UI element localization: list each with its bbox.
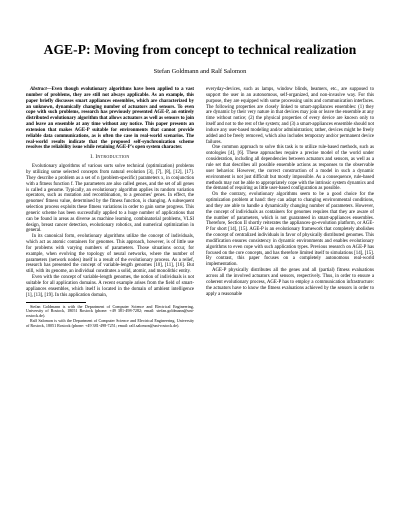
abstract-label: Abstract (30, 87, 47, 92)
footnote-divider (26, 302, 86, 303)
footnote-author-2: Ralf Salomon is with the Department of Computer Science and Electrical Engineering, University of Rostock, 18051 Rostock (phone: +49 381-498-7251; email: ralf.salomon@uni-rostock.de). (26, 318, 194, 329)
body-paragraph: One common approach to solve this task is to utilize rule-based methods, such as ontologies [4], [6]. These approaches require a precise model of the world under consideration, including all dependencies between actuators and sensors, as well as a rule set that describes all possible ensemble actions as responses to the observable user behavior. However, the correct construction of a model in such a dynamic environment is not just difficult but mostly impossible. As a consequence, rule-based methods may not be able to appropriately cope with the intrinsic system dynamics and the demand of requiring as little user-based configuration as possible. (206, 145, 374, 192)
paper-title: AGE-P: Moving from concept to technical realization (43, 42, 357, 57)
abstract-text: —Even though evolutionary algorithms have been applied to a vast number of problems, they are still not always applicable. As an example, this paper briefly discusses smart appliances ensembles, which are characterized by an unknown, dynamically changing number of actuators and sensors. To even cope with such problems, research has previously presented AGE-P, an entirely distributed evolutionary algorithm that allows actuators as well as sensors to join and leave an ensemble at any time without any notice. This paper presents an extension that makes AGE-P suitable for environments that cannot provide reliable data communications, as is often the case in real-world scenarios. The real-world results indicate that the proposed self-synchronization scheme resolves the reliability issue while retaining AGE-P's open system character. (26, 87, 194, 151)
body-paragraph: AGE-P physically distributes all the genes and all (partial) fitness evaluations across all the involved actuators and sensors, respectively. Thus, in order to ensure a coherent evolutionary process, AGE-P has to employ a communication infrastructure: the actuators have to know the fitness evaluations achieved by the sensors in order to apply a reasonable (206, 268, 374, 297)
paper-authors: Stefan Goldmann and Ralf Salomon (153, 68, 247, 75)
intro-paragraph: In its canonical form, evolutionary algorithms utilize the concept of individuals, which act as atomic containers for genomes. This approach, however, is of little use for problems with varying numbers of parameters. Those situations occur, for example, when evolving the topology of neural networks, where the number of parameters (network nodes) itself is a result of the evolutionary process. As a relief, research has presented the concept of variable-length genomes [10], [11], [16]. But still, with its genome, an individual constitutes a solid, atomic, and monolithic entity. (26, 234, 194, 275)
body-paragraph: everyday-devices, such as lamps, window blinds, beamers, etc., are supposed to support the user in an autonomous, self-organized, and non-invasive way. For this purpose, they are equipped with some processing units and communication interfaces. The following properties are closely linked to smart-appliances ensembles: (1) they are dynamic by their very nature in that devices may join or leave the ensemble at any time without notice; (2) the physical properties of every device are known only to itself and not to the rest of the system; and (3) a smart-appliances ensemble should not induce any user-based modeling and/or administration; rather, devices might be freely added and be freely removed, which also includes temporary and/or permanent device failures. (206, 87, 374, 145)
body-paragraph: On the contrary, evolutionary algorithms seem to be a good choice for the optimization problem at hand: they can adapt to changing environmental conditions, and they are able to handle a dynamically changing number of parameters. However, the concept of individuals as containers for genomes requires that they are aware of the number of parameters, which is not guaranteed in smart-appliances ensembles. Therefore, Section II shortly reiterates the appliances-go-evolution platform, or AGE-P for short [14], [15]. AGE-P is an evolutionary framework that completely abolishes the concept of centralized individuals in favor of physically distributed genomes. This modification ensures consistency in dynamic environments and enables evolutionary algorithms to even cope with such application types. Previous research on AGE-P has focused on the core concepts, and has therefore limited itself to simulations [14], [15]. By contrast, this paper focuses on a completely autonomous real-world implementation. (206, 192, 374, 268)
footnote-author-1: Stefan Goldmann is with the Department of Computer Science and Electrical Engineering, University of Rostock, 18051 Rostock (phone: +49 381-498-7282; email: stefan.goldmann@uni-rostock.de). (26, 303, 194, 319)
abstract (26, 87, 194, 151)
left-column (26, 87, 194, 329)
intro-paragraph: Evolutionary algorithms of various sorts solve technical (optimization) problems by utilizing some selected concepts from natural evolution [3], [7], [8], [12], [17]. They describe a problem as a set of n (problem-specific) parameters x, in conjunction with a fitness function f. The parameters are also called genes, and the set of all genes is called a genome. Typically, an evolutionary algorithm applies its random variation operators, such as mutation and recombination, to a genomes' genes. In effect, the genomes' fitness value, determined by the fitness function, is changing. A subsequent selection process exploits these fitness variations in order to gain some progress. This generic scheme has been successfully applied to a huge number of applications that can be found in areas as diverse as machine learning, combinatorial problems, VLSI design, breast cancer detection, evolutionary robotics, and numerical optimization in general. (26, 164, 194, 234)
right-column (206, 87, 374, 297)
section-heading-introduction: I. Introduction (90, 155, 130, 161)
intro-paragraph: Even with the concept of variable-length genomes, the notion of individuals is not suitable for all application domains. A recent example arises from the field of smart-appliances ensembles, which itself is located in the domain of ambient intelligence [1], [13], [19]. In this application domain, (26, 275, 194, 298)
